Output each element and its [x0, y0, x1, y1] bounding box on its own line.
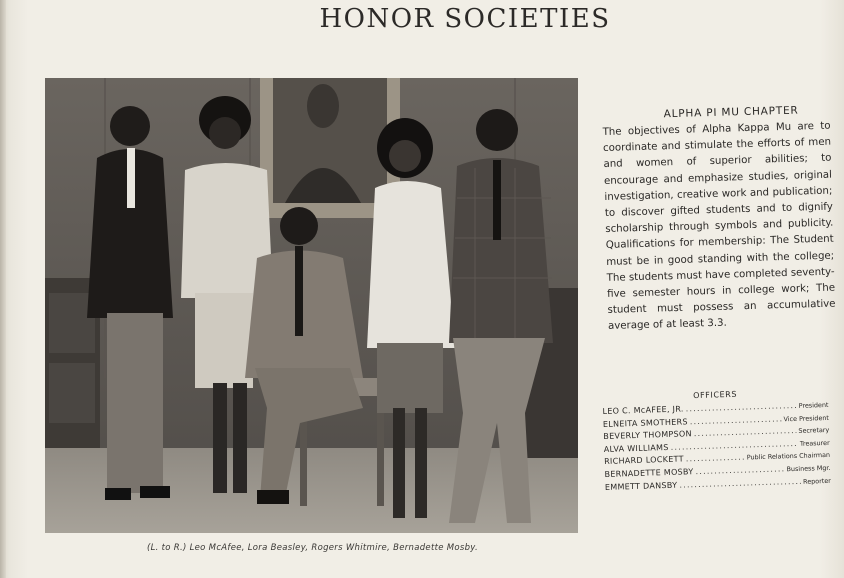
leader-dots	[686, 452, 745, 465]
officer-title: Public Relations Chairman	[746, 451, 831, 462]
officer-title: Treasurer	[799, 438, 830, 448]
officers-title: OFFICERS	[692, 389, 738, 401]
officer-title: Reporter	[802, 476, 831, 486]
officer-name: BERNADETTE MOSBY	[604, 467, 694, 479]
leader-dots	[679, 475, 801, 490]
officer-name: ALVA WILLIAMS	[603, 442, 669, 454]
binding-edge	[0, 0, 6, 578]
page-title: HONOR SOCIETIES	[319, 4, 611, 34]
officer-title: Vice President	[783, 413, 829, 423]
photo-caption: (L. to R.) Leo McAfee, Lora Beasley, Rogers Whitmire, Bernadette Mosby.	[147, 543, 478, 553]
officer-name: EMMETT DANSBY	[604, 480, 678, 492]
officer-name: BEVERLY THOMPSON	[603, 429, 692, 442]
officer-name: ELNEITA SMOTHERS	[602, 416, 688, 429]
chapter-title: ALPHA PI MU CHAPTER	[663, 104, 799, 121]
officer-name: LEO C. McAFEE, JR.	[602, 404, 684, 416]
officer-title: Secretary	[798, 426, 830, 436]
officers-section	[602, 387, 831, 494]
group-photo-illustration	[45, 78, 578, 533]
officer-name: RICHARD LOCKETT	[603, 454, 684, 467]
officer-title: Business Mgr.	[786, 463, 831, 474]
officer-title: President	[798, 400, 829, 410]
chapter-section	[602, 104, 836, 336]
chapter-description: The objectives of Alpha Kappa Mu are to coordinate and stimulate the efforts of men and women of superior abilities; to encourage and emphasize studies, original investigation, creative work and publication; to discover gifted students and to dignify scholarship through symbols and publicity. Qualifications for membership: The Student must be in good standing with the college; The students must have completed seventy-five semester hours in college work; The student must possess an accumulative average of at least 3.3.	[602, 120, 836, 333]
group-photo	[45, 78, 578, 533]
